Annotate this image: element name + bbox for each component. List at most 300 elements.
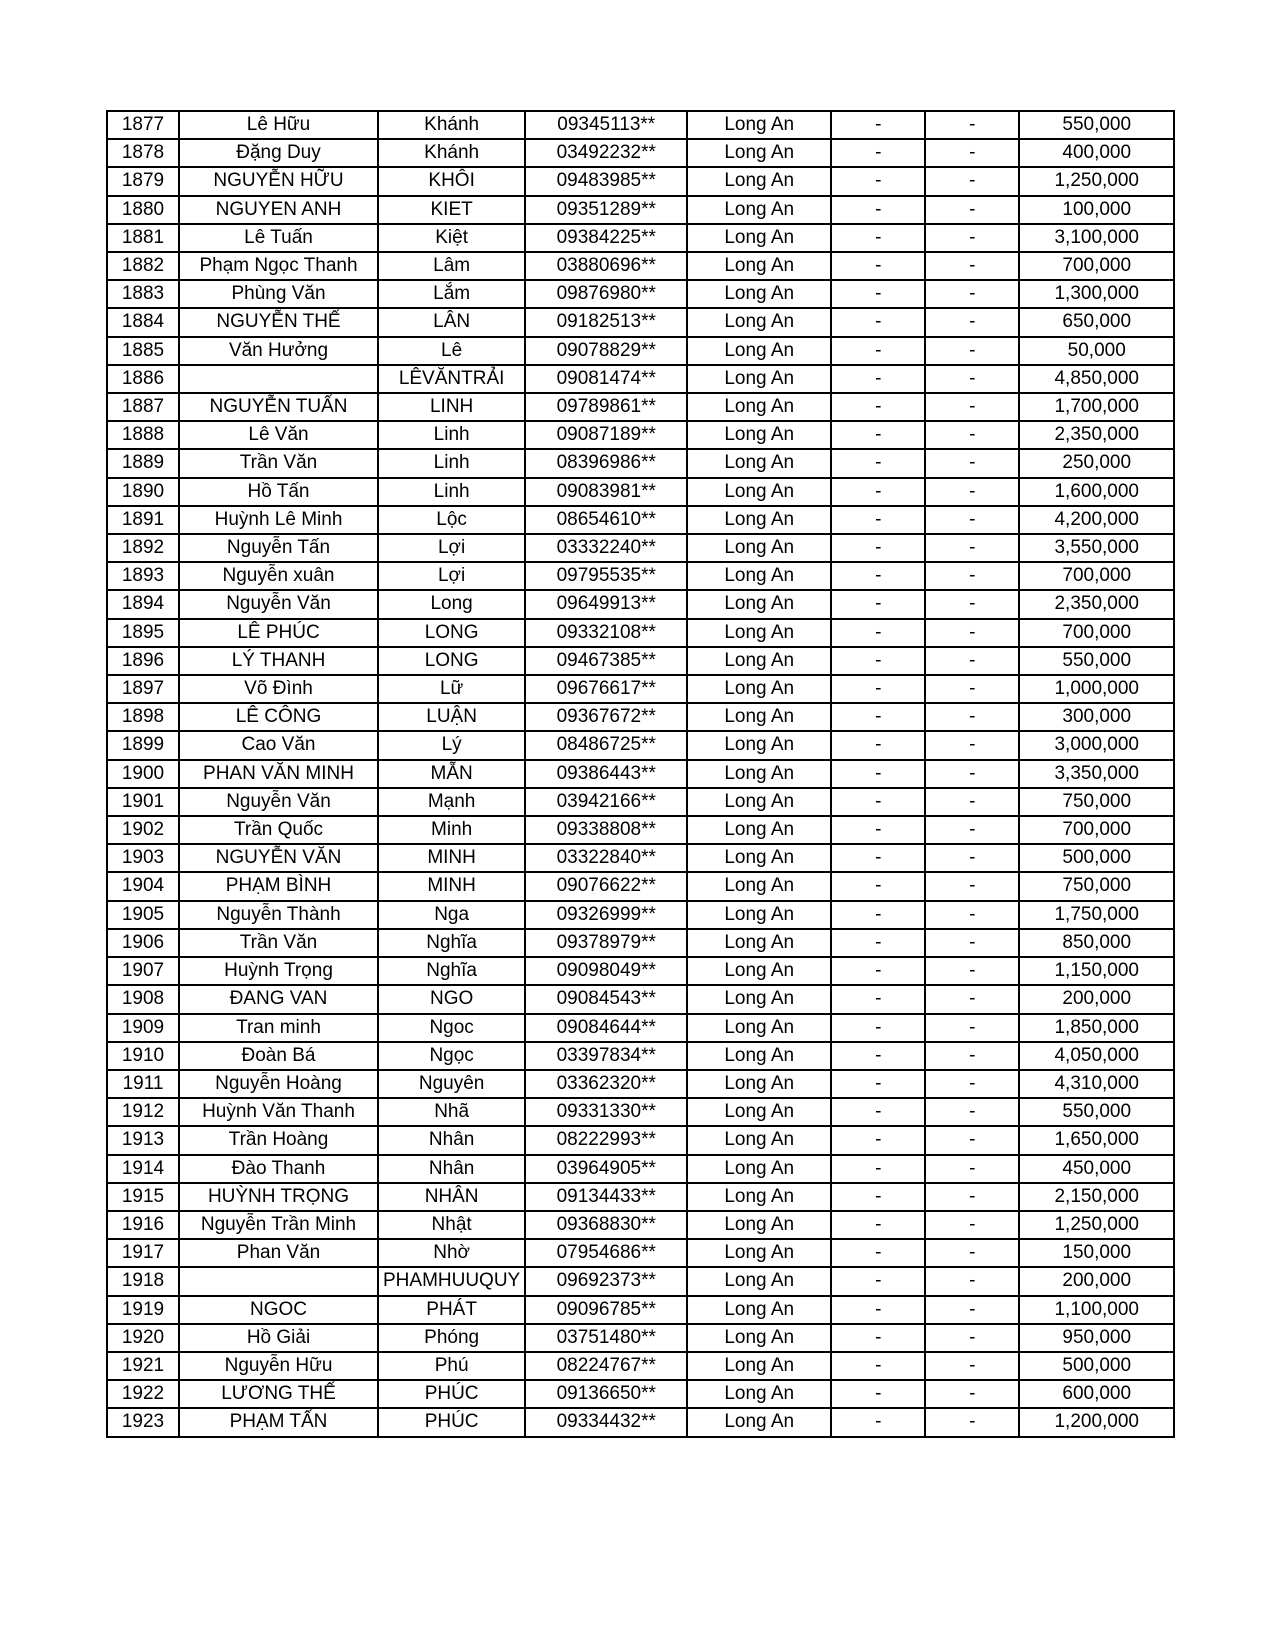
given-name-cell: Minh [378, 816, 525, 844]
given-name-cell: Khánh [378, 111, 525, 139]
amount-cell: 550,000 [1019, 1098, 1174, 1126]
table-row [107, 449, 1174, 477]
phone-cell: 09083981** [525, 478, 687, 506]
row-number-cell: 1889 [107, 449, 179, 477]
dash-cell-1: - [831, 280, 925, 308]
surname-cell: Trần Quốc [179, 816, 378, 844]
province-cell: Long An [687, 1155, 831, 1183]
province-cell: Long An [687, 478, 831, 506]
dash-cell-1: - [831, 506, 925, 534]
given-name-cell: NGO [378, 985, 525, 1013]
surname-cell: Đoàn Bá [179, 1042, 378, 1070]
phone-cell: 09338808** [525, 816, 687, 844]
dash-cell-2: - [925, 1155, 1019, 1183]
dash-cell-1: - [831, 478, 925, 506]
surname-cell: PHAN VĂN MINH [179, 760, 378, 788]
dash-cell-1: - [831, 760, 925, 788]
row-number-cell: 1907 [107, 957, 179, 985]
row-number-cell: 1896 [107, 647, 179, 675]
table-row [107, 280, 1174, 308]
row-number-cell: 1908 [107, 985, 179, 1013]
phone-cell: 03332240** [525, 534, 687, 562]
province-cell: Long An [687, 788, 831, 816]
row-number-cell: 1923 [107, 1408, 179, 1436]
surname-cell: Hồ Tấn [179, 478, 378, 506]
table-row [107, 929, 1174, 957]
amount-cell: 650,000 [1019, 308, 1174, 336]
dash-cell-1: - [831, 111, 925, 139]
province-cell: Long An [687, 1126, 831, 1154]
surname-cell: Văn Hưởng [179, 337, 378, 365]
surname-cell: LÊ CÔNG [179, 703, 378, 731]
dash-cell-1: - [831, 957, 925, 985]
dash-cell-2: - [925, 1014, 1019, 1042]
table-row [107, 957, 1174, 985]
amount-cell: 200,000 [1019, 1267, 1174, 1295]
given-name-cell: Nghĩa [378, 929, 525, 957]
surname-cell: Nguyễn Hoàng [179, 1070, 378, 1098]
phone-cell: 09368830** [525, 1211, 687, 1239]
given-name-cell: MINH [378, 872, 525, 900]
amount-cell: 2,350,000 [1019, 590, 1174, 618]
dash-cell-2: - [925, 731, 1019, 759]
amount-cell: 1,100,000 [1019, 1296, 1174, 1324]
amount-cell: 1,250,000 [1019, 1211, 1174, 1239]
province-cell: Long An [687, 1408, 831, 1436]
given-name-cell: KHÔI [378, 167, 525, 195]
row-number-cell: 1918 [107, 1267, 179, 1295]
dash-cell-2: - [925, 760, 1019, 788]
row-number-cell: 1890 [107, 478, 179, 506]
given-name-cell: Lắm [378, 280, 525, 308]
phone-cell: 09378979** [525, 929, 687, 957]
given-name-cell: LONG [378, 647, 525, 675]
phone-cell: 03362320** [525, 1070, 687, 1098]
dash-cell-2: - [925, 252, 1019, 280]
province-cell: Long An [687, 619, 831, 647]
table-row [107, 1296, 1174, 1324]
surname-cell: Nguyễn xuân [179, 562, 378, 590]
given-name-cell: PHAMHUUQUY [378, 1267, 525, 1295]
table-row [107, 675, 1174, 703]
phone-cell: 09351289** [525, 196, 687, 224]
phone-cell: 09676617** [525, 675, 687, 703]
amount-cell: 700,000 [1019, 252, 1174, 280]
dash-cell-1: - [831, 421, 925, 449]
province-cell: Long An [687, 957, 831, 985]
dash-cell-2: - [925, 167, 1019, 195]
amount-cell: 700,000 [1019, 562, 1174, 590]
table-row [107, 703, 1174, 731]
row-number-cell: 1920 [107, 1324, 179, 1352]
dash-cell-1: - [831, 985, 925, 1013]
given-name-cell: Lữ [378, 675, 525, 703]
surname-cell: NGUYỄN THẾ [179, 308, 378, 336]
amount-cell: 3,550,000 [1019, 534, 1174, 562]
row-number-cell: 1882 [107, 252, 179, 280]
dash-cell-1: - [831, 562, 925, 590]
province-cell: Long An [687, 1324, 831, 1352]
dash-cell-2: - [925, 111, 1019, 139]
phone-cell: 09483985** [525, 167, 687, 195]
row-number-cell: 1913 [107, 1126, 179, 1154]
amount-cell: 1,150,000 [1019, 957, 1174, 985]
surname-cell: PHẠM TẤN [179, 1408, 378, 1436]
dash-cell-1: - [831, 139, 925, 167]
table-row [107, 224, 1174, 252]
table-row [107, 844, 1174, 872]
phone-cell: 09332108** [525, 619, 687, 647]
table-row [107, 421, 1174, 449]
province-cell: Long An [687, 1267, 831, 1295]
given-name-cell: Ngoc [378, 1014, 525, 1042]
dash-cell-2: - [925, 675, 1019, 703]
province-cell: Long An [687, 901, 831, 929]
table-row [107, 985, 1174, 1013]
surname-cell: Phan Văn [179, 1239, 378, 1267]
phone-cell: 09326999** [525, 901, 687, 929]
dash-cell-2: - [925, 196, 1019, 224]
given-name-cell: Lâm [378, 252, 525, 280]
surname-cell: Nguyễn Trần Minh [179, 1211, 378, 1239]
given-name-cell: MINH [378, 844, 525, 872]
amount-cell: 550,000 [1019, 647, 1174, 675]
dash-cell-1: - [831, 901, 925, 929]
table-row [107, 478, 1174, 506]
given-name-cell: Nhật [378, 1211, 525, 1239]
table-row [107, 1380, 1174, 1408]
phone-cell: 08654610** [525, 506, 687, 534]
province-cell: Long An [687, 562, 831, 590]
province-cell: Long An [687, 167, 831, 195]
given-name-cell: NHÂN [378, 1183, 525, 1211]
phone-cell: 09876980** [525, 280, 687, 308]
row-number-cell: 1888 [107, 421, 179, 449]
table-row [107, 760, 1174, 788]
row-number-cell: 1893 [107, 562, 179, 590]
dash-cell-1: - [831, 619, 925, 647]
phone-cell: 09649913** [525, 590, 687, 618]
table-row [107, 816, 1174, 844]
table-row [107, 196, 1174, 224]
dash-cell-1: - [831, 1239, 925, 1267]
phone-cell: 03942166** [525, 788, 687, 816]
row-number-cell: 1900 [107, 760, 179, 788]
province-cell: Long An [687, 196, 831, 224]
amount-cell: 500,000 [1019, 844, 1174, 872]
province-cell: Long An [687, 1014, 831, 1042]
province-cell: Long An [687, 1070, 831, 1098]
province-cell: Long An [687, 844, 831, 872]
surname-cell: Nguyễn Thành [179, 901, 378, 929]
amount-cell: 400,000 [1019, 139, 1174, 167]
surname-cell: Trần Văn [179, 449, 378, 477]
amount-cell: 50,000 [1019, 337, 1174, 365]
amount-cell: 1,750,000 [1019, 901, 1174, 929]
given-name-cell: Nhã [378, 1098, 525, 1126]
surname-cell: NGUYEN ANH [179, 196, 378, 224]
phone-cell: 09136650** [525, 1380, 687, 1408]
given-name-cell: Nga [378, 901, 525, 929]
row-number-cell: 1916 [107, 1211, 179, 1239]
given-name-cell: LUẬN [378, 703, 525, 731]
given-name-cell: Phóng [378, 1324, 525, 1352]
dash-cell-2: - [925, 139, 1019, 167]
province-cell: Long An [687, 365, 831, 393]
dash-cell-2: - [925, 703, 1019, 731]
phone-cell: 09334432** [525, 1408, 687, 1436]
row-number-cell: 1904 [107, 872, 179, 900]
dash-cell-2: - [925, 647, 1019, 675]
province-cell: Long An [687, 337, 831, 365]
phone-cell: 09134433** [525, 1183, 687, 1211]
phone-cell: 09386443** [525, 760, 687, 788]
dash-cell-1: - [831, 1183, 925, 1211]
amount-cell: 1,000,000 [1019, 675, 1174, 703]
province-cell: Long An [687, 1239, 831, 1267]
row-number-cell: 1894 [107, 590, 179, 618]
dash-cell-2: - [925, 985, 1019, 1013]
dash-cell-2: - [925, 280, 1019, 308]
row-number-cell: 1897 [107, 675, 179, 703]
phone-cell: 09789861** [525, 393, 687, 421]
table-row [107, 1239, 1174, 1267]
province-cell: Long An [687, 280, 831, 308]
province-cell: Long An [687, 111, 831, 139]
amount-cell: 950,000 [1019, 1324, 1174, 1352]
surname-cell: Lê Tuấn [179, 224, 378, 252]
province-cell: Long An [687, 872, 831, 900]
dash-cell-1: - [831, 1296, 925, 1324]
table-row [107, 562, 1174, 590]
row-number-cell: 1912 [107, 1098, 179, 1126]
table-row [107, 308, 1174, 336]
row-number-cell: 1898 [107, 703, 179, 731]
table-row [107, 252, 1174, 280]
row-number-cell: 1881 [107, 224, 179, 252]
row-number-cell: 1901 [107, 788, 179, 816]
table-row [107, 1324, 1174, 1352]
surname-cell: Võ Đình [179, 675, 378, 703]
row-number-cell: 1880 [107, 196, 179, 224]
amount-cell: 1,650,000 [1019, 1126, 1174, 1154]
dash-cell-1: - [831, 224, 925, 252]
amount-cell: 850,000 [1019, 929, 1174, 957]
given-name-cell: Linh [378, 421, 525, 449]
phone-cell: 09182513** [525, 308, 687, 336]
given-name-cell: Nhân [378, 1126, 525, 1154]
dash-cell-1: - [831, 167, 925, 195]
table-row [107, 1183, 1174, 1211]
given-name-cell: MẪN [378, 760, 525, 788]
table-row [107, 365, 1174, 393]
province-cell: Long An [687, 703, 831, 731]
given-name-cell: LÂN [378, 308, 525, 336]
phone-cell: 09098049** [525, 957, 687, 985]
dash-cell-2: - [925, 1352, 1019, 1380]
dash-cell-2: - [925, 619, 1019, 647]
dash-cell-1: - [831, 1070, 925, 1098]
surname-cell: LƯƠNG THẾ [179, 1380, 378, 1408]
surname-cell: Lê Văn [179, 421, 378, 449]
surname-cell: NGUYỄN HỮU [179, 167, 378, 195]
phone-cell: 09096785** [525, 1296, 687, 1324]
amount-cell: 4,200,000 [1019, 506, 1174, 534]
phone-cell: 08224767** [525, 1352, 687, 1380]
dash-cell-2: - [925, 844, 1019, 872]
amount-cell: 750,000 [1019, 788, 1174, 816]
province-cell: Long An [687, 1042, 831, 1070]
phone-cell: 09084543** [525, 985, 687, 1013]
dash-cell-1: - [831, 703, 925, 731]
surname-cell [179, 365, 378, 393]
given-name-cell: LONG [378, 619, 525, 647]
phone-cell: 03492232** [525, 139, 687, 167]
phone-cell: 03964905** [525, 1155, 687, 1183]
table-row [107, 1211, 1174, 1239]
table-row [107, 731, 1174, 759]
surname-cell: Đặng Duy [179, 139, 378, 167]
dash-cell-1: - [831, 365, 925, 393]
phone-cell: 09084644** [525, 1014, 687, 1042]
given-name-cell: Lộc [378, 506, 525, 534]
table-row [107, 1408, 1174, 1436]
table-row [107, 901, 1174, 929]
row-number-cell: 1914 [107, 1155, 179, 1183]
dash-cell-2: - [925, 788, 1019, 816]
dash-cell-2: - [925, 562, 1019, 590]
given-name-cell: Nguyên [378, 1070, 525, 1098]
dash-cell-2: - [925, 929, 1019, 957]
table-row [107, 139, 1174, 167]
amount-cell: 2,350,000 [1019, 421, 1174, 449]
surname-cell: LÝ THANH [179, 647, 378, 675]
dash-cell-2: - [925, 1098, 1019, 1126]
amount-cell: 200,000 [1019, 985, 1174, 1013]
surname-cell: LÊ PHÚC [179, 619, 378, 647]
table-row [107, 337, 1174, 365]
dash-cell-2: - [925, 421, 1019, 449]
amount-cell: 1,600,000 [1019, 478, 1174, 506]
amount-cell: 3,100,000 [1019, 224, 1174, 252]
surname-cell: PHẠM BÌNH [179, 872, 378, 900]
table-row [107, 788, 1174, 816]
province-cell: Long An [687, 816, 831, 844]
amount-cell: 750,000 [1019, 872, 1174, 900]
table-row [107, 590, 1174, 618]
phone-cell: 09384225** [525, 224, 687, 252]
dash-cell-1: - [831, 1014, 925, 1042]
phone-cell: 09081474** [525, 365, 687, 393]
surname-cell: Trần Văn [179, 929, 378, 957]
phone-cell: 09078829** [525, 337, 687, 365]
dash-cell-2: - [925, 1408, 1019, 1436]
province-cell: Long An [687, 1380, 831, 1408]
dash-cell-2: - [925, 1380, 1019, 1408]
table-row [107, 1155, 1174, 1183]
dash-cell-1: - [831, 534, 925, 562]
phone-cell: 09367672** [525, 703, 687, 731]
given-name-cell: PHÚC [378, 1408, 525, 1436]
phone-cell: 03751480** [525, 1324, 687, 1352]
row-number-cell: 1886 [107, 365, 179, 393]
amount-cell: 1,700,000 [1019, 393, 1174, 421]
table-row [107, 393, 1174, 421]
amount-cell: 150,000 [1019, 1239, 1174, 1267]
table-row [107, 506, 1174, 534]
table-row [107, 647, 1174, 675]
phone-cell: 09087189** [525, 421, 687, 449]
surname-cell: Cao Văn [179, 731, 378, 759]
amount-cell: 550,000 [1019, 111, 1174, 139]
province-cell: Long An [687, 393, 831, 421]
surname-cell: Huỳnh Văn Thanh [179, 1098, 378, 1126]
dash-cell-1: - [831, 731, 925, 759]
dash-cell-2: - [925, 901, 1019, 929]
given-name-cell: PHÁT [378, 1296, 525, 1324]
surname-cell: Đào Thanh [179, 1155, 378, 1183]
dash-cell-1: - [831, 788, 925, 816]
surname-cell: NGUYỄN VĂN [179, 844, 378, 872]
dash-cell-1: - [831, 308, 925, 336]
surname-cell: Phạm Ngọc Thanh [179, 252, 378, 280]
given-name-cell: Kiệt [378, 224, 525, 252]
dash-cell-2: - [925, 506, 1019, 534]
row-number-cell: 1903 [107, 844, 179, 872]
amount-cell: 600,000 [1019, 1380, 1174, 1408]
amount-cell: 2,150,000 [1019, 1183, 1174, 1211]
amount-cell: 4,310,000 [1019, 1070, 1174, 1098]
given-name-cell: Nghĩa [378, 957, 525, 985]
dash-cell-1: - [831, 929, 925, 957]
table-row [107, 1352, 1174, 1380]
dash-cell-1: - [831, 1098, 925, 1126]
province-cell: Long An [687, 760, 831, 788]
surname-cell: Nguyễn Hữu [179, 1352, 378, 1380]
dash-cell-2: - [925, 1324, 1019, 1352]
dash-cell-1: - [831, 1267, 925, 1295]
phone-cell: 08486725** [525, 731, 687, 759]
row-number-cell: 1909 [107, 1014, 179, 1042]
province-cell: Long An [687, 1296, 831, 1324]
given-name-cell: KIET [378, 196, 525, 224]
surname-cell: Huỳnh Trọng [179, 957, 378, 985]
dash-cell-2: - [925, 534, 1019, 562]
row-number-cell: 1895 [107, 619, 179, 647]
dash-cell-2: - [925, 337, 1019, 365]
table-row [107, 1126, 1174, 1154]
dash-cell-1: - [831, 1126, 925, 1154]
row-number-cell: 1891 [107, 506, 179, 534]
table-row [107, 1014, 1174, 1042]
amount-cell: 100,000 [1019, 196, 1174, 224]
surname-cell: Phùng Văn [179, 280, 378, 308]
amount-cell: 1,850,000 [1019, 1014, 1174, 1042]
dash-cell-1: - [831, 844, 925, 872]
phone-cell: 03322840** [525, 844, 687, 872]
province-cell: Long An [687, 647, 831, 675]
dash-cell-1: - [831, 1408, 925, 1436]
row-number-cell: 1921 [107, 1352, 179, 1380]
dash-cell-1: - [831, 393, 925, 421]
dash-cell-2: - [925, 449, 1019, 477]
province-cell: Long An [687, 1183, 831, 1211]
phone-cell: 09076622** [525, 872, 687, 900]
dash-cell-1: - [831, 196, 925, 224]
dash-cell-2: - [925, 1126, 1019, 1154]
province-cell: Long An [687, 308, 831, 336]
dash-cell-2: - [925, 478, 1019, 506]
